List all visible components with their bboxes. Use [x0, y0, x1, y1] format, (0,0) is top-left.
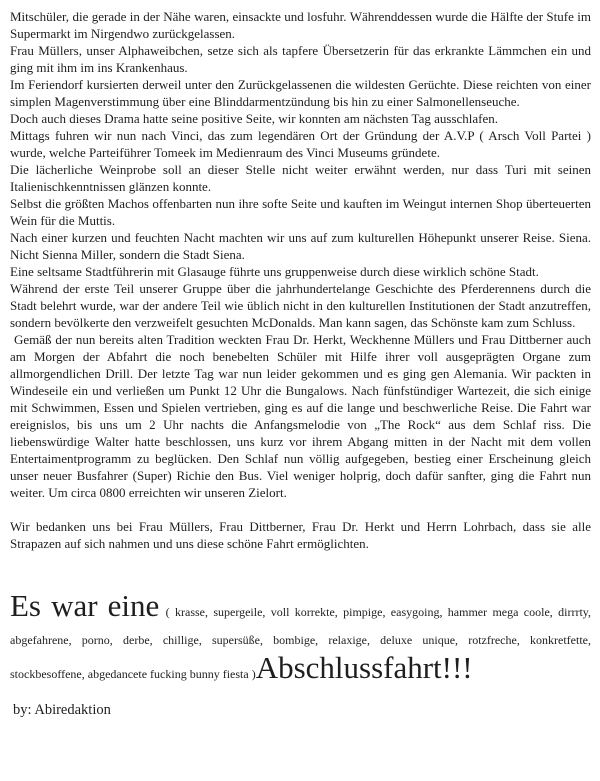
article-paragraph: Doch auch dieses Drama hatte seine positive Seite, wir konnten am nächsten Tag ausschlafen.: [10, 111, 499, 126]
article-paragraph: Während der erste Teil unserer Gruppe über die jahrhundertelange Geschichte des Pferderennens durch die Stadt belehrt wurde, war der andere Teil wie üblich nicht in den kulturellen Institutionen der Stadt anzutreffen, sondern bevölkerte den verzweifelt gesuchten McDonalds. Man kann sagen, das Schönste kam zum Schluss.: [10, 281, 591, 330]
article-paragraph: Frau Müllers, unser Alphaweibchen, setze sich als tapfere Übersetzerin für das erkrankte Lämmchen ein und ging mit ihm im ins Krankenhaus.: [10, 43, 591, 75]
article-paragraph: Im Feriendorf kursierten derweil unter den Zurückgelassenen die wildesten Gerüchte. Diese reichten von einer simplen Magenverstimmung über eine Blinddarmentzündung bis hin zu einer Salmonellenseuche.: [10, 77, 591, 109]
article-paragraph: Die lächerliche Weinprobe soll an dieser Stelle nicht weiter erwähnt werden, nur dass Turi mit seinen Italienischkenntnissen glänzen konnte.: [10, 162, 591, 194]
article-paragraph: Gemäß der nun bereits alten Tradition weckten Frau Dr. Herkt, Weckhenne Müllers und Frau Dittberner auch am Morgen der Abfahrt die noch benebelten Schüler mit Hilfe ihrer voll ausgeprägten Organe zum allmorgendlichen Drill. Der letzte Tag war nun leider gekommen und es ging gen Alemania. Wir packten in Windeseile ein und verließen um Punkt 12 Uhr die Bungalows. Nach fünfstündiger Wartezeit, die sich einige mit Schwimmen, Essen und Spielen vertrieben, ging es auf die lange und beschwerliche Reise. Die Fahrt war ereignislos, bis uns um 2 Uhr nachts die Anfangsmelodie von „The Rock“ aus dem Schlaf riss. Die liebenswürdige Walter hatte beschlossen, uns kurz vor ihrem Abgang mitten in der Nacht mit dem vollen Entertaimentprogramm zu beglücken. Den Schlaf nun völlig aufgegeben, bestieg einer Erscheinung gleich unser neuer Busfahrer (Super) Richie den Bus. Viel weniger holprig, doch dafür sanfter, ging die Fahrt nun weiter. Um circa 0800 erreichten wir unseren Zielort.: [10, 332, 591, 500]
article-paragraph: Selbst die größten Machos offenbarten nun ihre softe Seite und kauften im Weingut internen Shop überteuerten Wein für die Muttis.: [10, 196, 591, 228]
article-body: [10, 8, 591, 552]
byline: by: Abiredaktion: [13, 702, 111, 718]
article-paragraph: Mitschüler, die gerade in der Nähe waren, einsackte und losfuhr. Währenddessen wurde die Hälfte der Stufe im Supermarkt im Nirgendwo zurückgelassen.: [10, 9, 591, 41]
closing-adjective-list: ( krasse, supergeile, voll korrekte, pimpige, easygoing, hammer mega coole, dirrrty, abgefahrene, porno, derbe, chillige, supersüße, bombige, relaxige, deluxe unique, rotzfreche, konkretfette, stockbesoffene, abgedancete fucking bunny fiesta ): [10, 605, 591, 681]
article-paragraph: Mittags fuhren wir nun nach Vinci, das zum legendären Ort der Gründung der A.V.P ( Arsch Voll Partei ) wurde, welche Parteiführer Tomeek im Medienraum des Vinci Museums gründete.: [10, 128, 591, 160]
article-paragraph: Eine seltsame Stadtführerin mit Glasauge führte uns gruppenweise durch diese wirklich schöne Stadt.: [10, 264, 539, 279]
closing-headline: [10, 588, 591, 688]
closing-big-prefix: Es war eine: [10, 588, 160, 623]
closing-big-suffix: Abschlussfahrt!!!: [255, 650, 473, 685]
article-paragraph-thanks: Wir bedanken uns bei Frau Müllers, Frau Dittberner, Frau Dr. Herkt und Herrn Lohrbach, dass sie alle Strapazen auf sich nahmen und uns diese schöne Fahrt ermöglichten.: [10, 519, 591, 551]
article-paragraph: Nach einer kurzen und feuchten Nacht machten wir uns auf zum kulturellen Höhepunkt unserer Reise. Siena. Nicht Sienna Miller, sondern die Stadt Siena.: [10, 230, 591, 262]
